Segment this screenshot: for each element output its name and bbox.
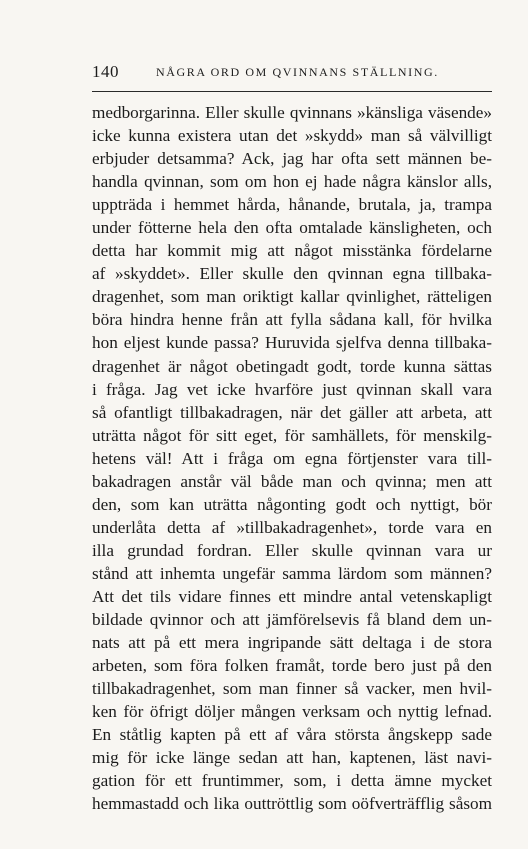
text-line: mig för icke länge sedan att han, kaptenen, läst navi- [92, 748, 492, 768]
text-line: illa grundad fordran. Eller skulle qvinnan vara ur [92, 540, 492, 560]
text-line: hetens väl! Att i fråga om egna förtjenster vara till- [92, 448, 492, 468]
running-title: NÅGRA ORD OM QVINNANS STÄLLNING. [156, 65, 439, 79]
text-line: icke kunna existera utan det »skydd» man så välvilligt [92, 126, 492, 146]
text-line: så ofantligt tillbakadragen, när det gäller att arbeta, att [92, 402, 492, 422]
text-line: underlåta detta af »tillbakadragenhet», torde vara en [92, 517, 492, 537]
text-line: erbjuder detsamma? Ack, jag har ofta sett männen be- [92, 149, 492, 169]
text-line: uppträda i hemmet hårda, hånande, brutala, ja, trampa [92, 195, 492, 215]
body-text [92, 101, 492, 815]
text-line: tillbakadragenhet, som man finner så vacker, men hvil- [92, 679, 492, 699]
text-line: nats att på ett mera ingripande sätt deltaga i de stora [92, 633, 492, 653]
text-line: hemmastadd och lika outtröttlig som oöfverträfflig såsom [92, 794, 492, 814]
text-line: En ståtlig kapten på ett af våra största ångskepp sade [92, 725, 492, 745]
text-line: gation för ett fruntimmer, som, i detta ämne mycket [92, 771, 492, 791]
text-line: böra hindra henne från att fylla sådana kall, för hvilka [92, 310, 492, 330]
text-line: handla qvinnan, som om hon ej hade några känslor alls, [92, 172, 492, 192]
page-header [92, 62, 492, 84]
text-line: ken för öfrigt döljer mången verksam och nyttig lefnad. [92, 702, 492, 722]
text-line: Att det tils vidare finnes ett mindre antal vetenskapligt [92, 586, 492, 606]
text-line: dragenhet, som man oriktigt kallar qvinlighet, rätteligen [92, 287, 492, 307]
text-line: den, som kan uträtta någonting godt och nyttigt, bör [92, 494, 492, 514]
page-number: 140 [92, 62, 119, 81]
text-line: bildade qvinnor och att jämförelsevis få bland dem un- [92, 610, 492, 630]
text-line: af »skyddet». Eller skulle den qvinnan egna tillbaka- [92, 264, 492, 284]
text-line: i fråga. Jag vet icke hvarföre just qvinnan skall vara [92, 379, 492, 399]
text-line: dragenhet är något obetingadt godt, torde kunna sättas [92, 356, 492, 376]
text-line: bakadragen anstår väl både man och qvinna; men att [92, 471, 492, 491]
text-line: hon eljest kunde passa? Huruvida sjelfva denna tillbaka- [92, 333, 492, 353]
text-line: medborgarinna. Eller skulle qvinnans »känsliga väsende» [92, 103, 492, 122]
header-rule [92, 91, 492, 92]
text-line: detta har kommit mig att något misstänka fördelarne [92, 241, 492, 261]
text-line: stånd att inhemta ungefär samma lärdom som männen? [92, 563, 492, 583]
text-line: arbeten, som föra folken framåt, torde bero just på den [92, 656, 492, 676]
text-line: uträtta något för sitt eget, för samhällets, för menskilg- [92, 425, 492, 445]
text-line: under fötterne hela den ofta omtalade känsligheten, och [92, 218, 492, 238]
